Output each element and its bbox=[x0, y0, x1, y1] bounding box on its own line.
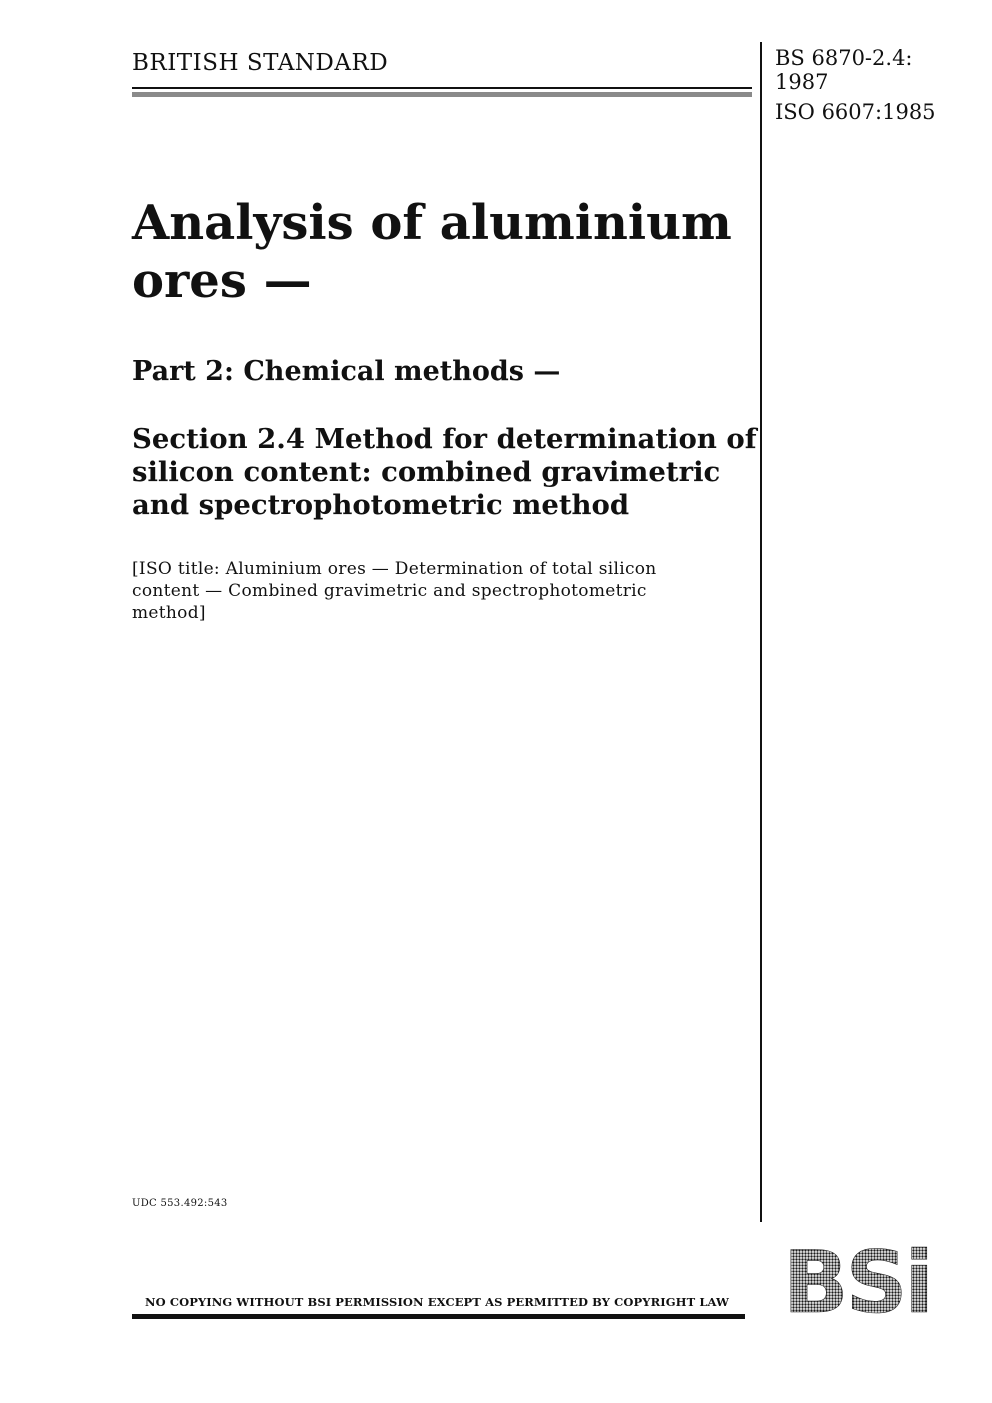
header-rule bbox=[132, 87, 752, 89]
section-title-line: silicon content: combined gravimetric bbox=[132, 456, 721, 488]
header-rule-shaded bbox=[132, 92, 752, 97]
main-title bbox=[132, 194, 752, 310]
copyright-notice: NO COPYING WITHOUT BSI PERMISSION EXCEPT AS PERMITTED BY COPYRIGHT LAW bbox=[145, 1295, 730, 1309]
footer-rule bbox=[132, 1314, 745, 1319]
header-label: BRITISH STANDARD bbox=[132, 50, 389, 76]
main-title-line: Analysis of aluminium bbox=[132, 195, 732, 251]
section-title-line: Section 2.4 Method for determination of bbox=[132, 423, 757, 455]
svg-text:BSi: BSi bbox=[783, 1240, 931, 1318]
iso-title-line: [ISO title: Aluminium ores — Determination of total silicon bbox=[132, 559, 657, 579]
bsi-logo-icon bbox=[768, 1240, 946, 1318]
bs-year: 1987 bbox=[775, 70, 829, 94]
udc-code: UDC 553.492:543 bbox=[132, 1198, 228, 1209]
iso-title-line: content — Combined gravimetric and spectrophotometric bbox=[132, 581, 647, 601]
part-title: Part 2: Chemical methods — bbox=[132, 356, 561, 387]
section-title bbox=[132, 423, 757, 522]
main-title-line: ores — bbox=[132, 253, 312, 309]
iso-title bbox=[132, 558, 732, 624]
vertical-divider bbox=[760, 42, 762, 1222]
iso-number: ISO 6607:1985 bbox=[775, 100, 936, 124]
standard-numbers bbox=[775, 46, 936, 124]
bs-number: BS 6870-2.4: bbox=[775, 46, 913, 70]
iso-title-line: method] bbox=[132, 603, 206, 623]
section-title-line: and spectrophotometric method bbox=[132, 489, 630, 521]
